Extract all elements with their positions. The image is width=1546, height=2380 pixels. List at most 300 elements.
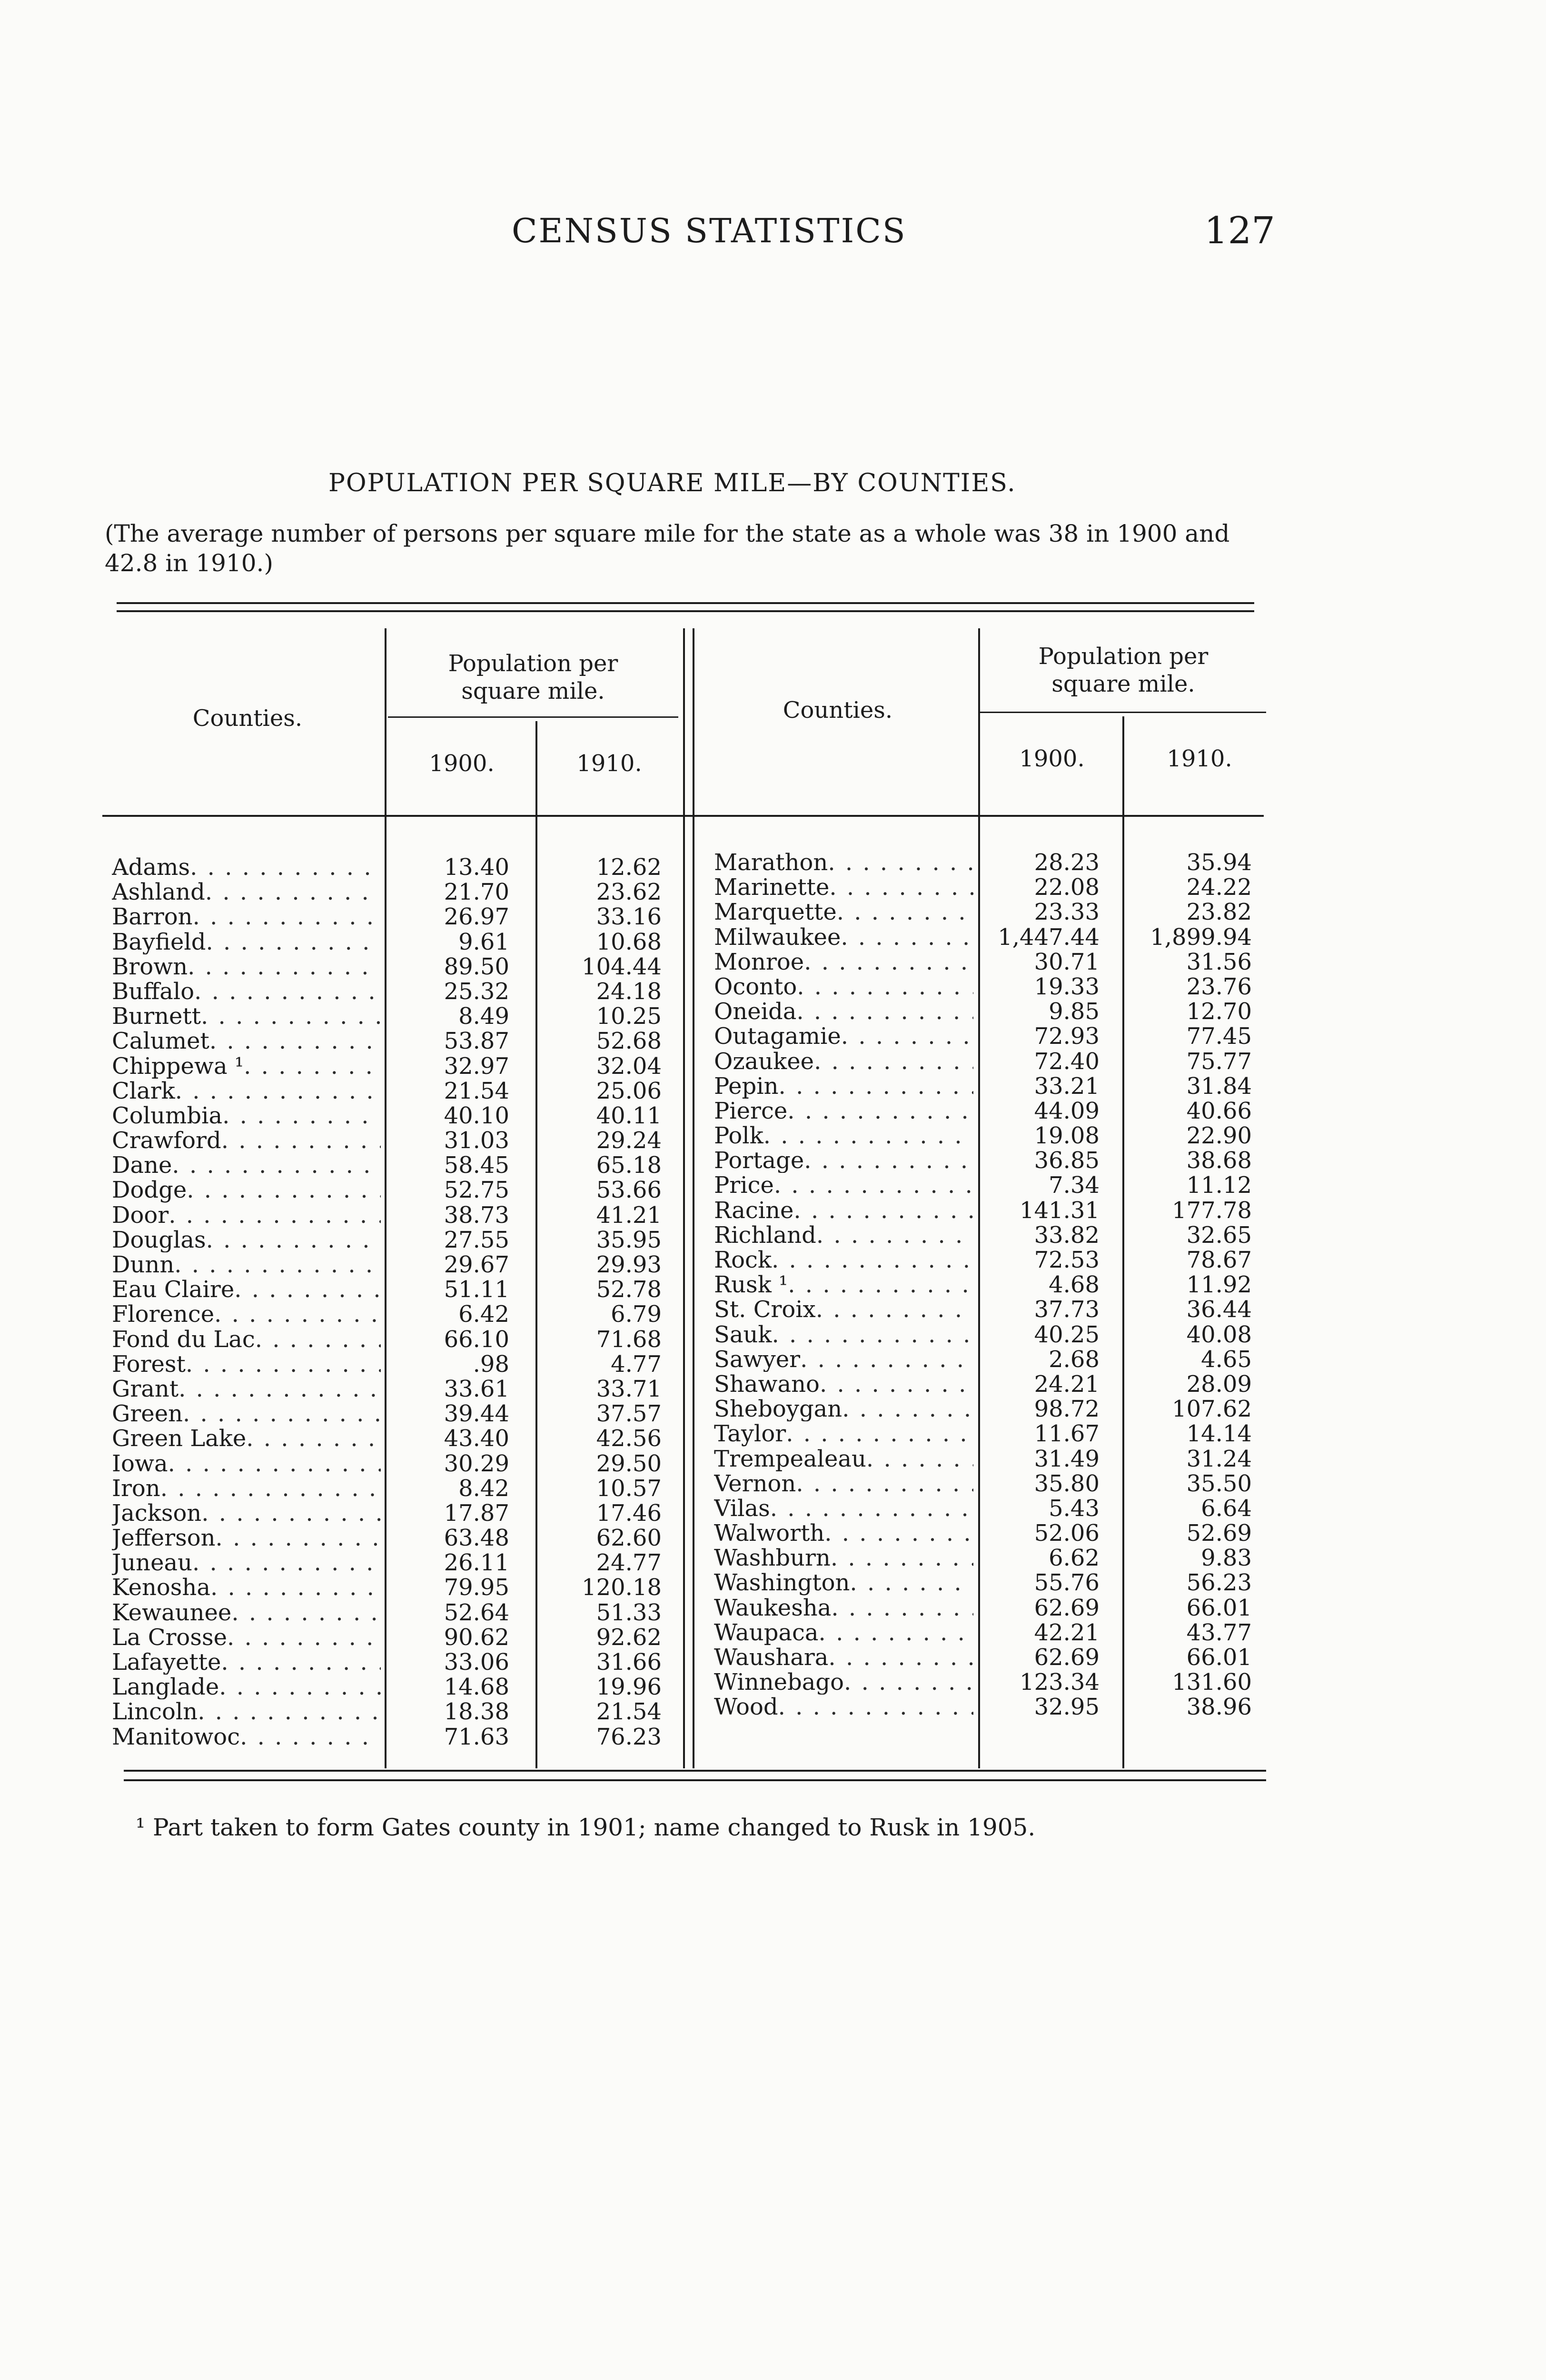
county-label: Polk xyxy=(714,1123,763,1149)
county-name xyxy=(112,1302,381,1327)
county-name xyxy=(112,1153,381,1178)
county-label: Oconto xyxy=(714,974,797,1000)
dot-leader xyxy=(774,1173,973,1198)
dot-leader xyxy=(778,1695,973,1719)
value-1900: 24.21 xyxy=(1034,1370,1100,1398)
value-1910: 65.18 xyxy=(596,1152,662,1179)
value-1910: 31.56 xyxy=(1186,948,1252,975)
county-name xyxy=(714,900,973,924)
county-name xyxy=(112,1103,381,1128)
county-label: Door xyxy=(112,1202,169,1228)
header-counties-right: Counties. xyxy=(783,697,893,724)
dot-leader xyxy=(255,1327,381,1352)
county-name xyxy=(112,1451,381,1476)
value-1910: 131.60 xyxy=(1172,1669,1252,1696)
header-1910-left: 1910. xyxy=(576,750,642,777)
dot-leader xyxy=(800,1347,973,1372)
dot-leader xyxy=(793,1198,973,1223)
value-1910: 6.79 xyxy=(611,1301,662,1328)
value-1910: 24.77 xyxy=(596,1549,662,1577)
county-label: Ozaukee xyxy=(714,1049,814,1074)
value-1910: 37.57 xyxy=(596,1400,662,1428)
left-1900-column xyxy=(395,855,509,1749)
county-label: Pepin xyxy=(714,1073,779,1099)
county-name xyxy=(714,1620,973,1645)
value-1910: 33.71 xyxy=(596,1375,662,1402)
value-1900: 36.85 xyxy=(1034,1147,1100,1174)
county-name xyxy=(714,1546,973,1570)
value-1910: 52.68 xyxy=(596,1028,662,1055)
value-1900: 18.38 xyxy=(444,1698,509,1726)
dot-leader xyxy=(198,1699,381,1724)
value-1910: 53.66 xyxy=(596,1177,662,1204)
county-name xyxy=(714,1322,973,1347)
value-1910: 24.22 xyxy=(1186,874,1252,901)
value-1910: 10.68 xyxy=(596,928,662,955)
county-label: Calumet xyxy=(112,1029,209,1054)
value-1900: 19.33 xyxy=(1034,973,1100,1000)
county-label: Jefferson xyxy=(112,1526,216,1551)
county-name xyxy=(112,954,381,979)
dot-leader xyxy=(244,1054,381,1079)
county-name xyxy=(112,1476,381,1501)
value-1900: 63.48 xyxy=(444,1525,509,1552)
county-label: Washington xyxy=(714,1570,850,1596)
value-1910: 36.44 xyxy=(1186,1296,1252,1323)
county-label: Jackson xyxy=(112,1500,202,1526)
dot-leader xyxy=(206,930,381,954)
subheader-rule-right xyxy=(978,712,1266,713)
county-label: Brown xyxy=(112,954,188,979)
dot-leader xyxy=(193,904,381,929)
dot-leader xyxy=(763,1123,973,1148)
value-1900: 33.21 xyxy=(1034,1072,1100,1100)
county-name xyxy=(714,1074,973,1099)
dot-leader xyxy=(797,974,973,999)
county-label: Green Lake xyxy=(112,1426,247,1451)
county-name xyxy=(112,1128,381,1153)
county-name xyxy=(112,1699,381,1724)
county-label: Douglas xyxy=(112,1227,206,1252)
value-1910: 1,899.94 xyxy=(1150,923,1252,951)
dot-leader xyxy=(186,1352,381,1377)
county-label: Barron xyxy=(112,904,193,930)
county-name xyxy=(714,1198,973,1223)
county-name xyxy=(112,1228,381,1252)
value-1910: 31.66 xyxy=(596,1649,662,1676)
right-1910-column xyxy=(1133,850,1252,1720)
value-1900: 90.62 xyxy=(444,1624,509,1651)
county-name xyxy=(714,1596,973,1620)
value-1900: 62.69 xyxy=(1034,1644,1100,1671)
bottom-rule xyxy=(124,1770,1266,1772)
header-counties-left: Counties. xyxy=(192,705,303,732)
dot-leader xyxy=(206,1228,381,1252)
value-1900: 141.31 xyxy=(1020,1197,1100,1224)
county-name xyxy=(112,1079,381,1103)
county-label: Washburn xyxy=(714,1546,831,1571)
value-1910: 76.23 xyxy=(596,1723,662,1750)
county-name xyxy=(112,1526,381,1550)
county-label: Kewaunee xyxy=(112,1600,232,1625)
value-1910: 21.54 xyxy=(596,1698,662,1726)
value-1910: 43.77 xyxy=(1186,1619,1252,1646)
dot-leader xyxy=(831,1546,973,1570)
county-name xyxy=(112,930,381,954)
value-1900: 72.40 xyxy=(1034,1048,1100,1075)
dot-leader xyxy=(788,1272,973,1297)
running-head xyxy=(0,205,1546,257)
county-label: Dunn xyxy=(112,1252,175,1278)
dot-leader xyxy=(174,1252,381,1277)
column-rule xyxy=(683,628,685,1768)
value-1910: 17.46 xyxy=(596,1499,662,1527)
county-label: Lafayette xyxy=(112,1650,221,1675)
value-1900: 14.68 xyxy=(444,1674,509,1701)
value-1900: 52.06 xyxy=(1034,1520,1100,1547)
value-1910: 71.68 xyxy=(596,1326,662,1353)
value-1900: 29.67 xyxy=(444,1251,509,1278)
dot-leader xyxy=(221,1650,381,1675)
county-name xyxy=(112,1178,381,1202)
county-label: Outagamie xyxy=(714,1024,841,1049)
county-name xyxy=(714,850,973,875)
value-1900: 123.34 xyxy=(1020,1669,1100,1696)
value-1900: 17.87 xyxy=(444,1499,509,1527)
county-name xyxy=(112,880,381,904)
county-name xyxy=(112,1203,381,1228)
value-1910: 23.82 xyxy=(1186,899,1252,926)
value-1900: 71.63 xyxy=(444,1723,509,1750)
value-1900: 1,447.44 xyxy=(998,923,1100,951)
value-1900: 40.10 xyxy=(444,1102,509,1129)
value-1910: 29.50 xyxy=(596,1450,662,1477)
value-1900: 9.61 xyxy=(458,928,509,955)
county-label: Florence xyxy=(112,1302,215,1327)
value-1900: 37.73 xyxy=(1034,1296,1100,1323)
value-1910: 92.62 xyxy=(596,1624,662,1651)
value-1910: 11.12 xyxy=(1186,1172,1252,1199)
dot-leader xyxy=(201,1501,381,1526)
header-title: CENSUS STATISTICS xyxy=(512,211,907,250)
county-name xyxy=(714,999,973,1024)
dot-leader xyxy=(222,1103,381,1128)
value-1910: 12.70 xyxy=(1186,998,1252,1025)
dot-leader xyxy=(787,1099,973,1123)
dot-leader xyxy=(214,1302,381,1327)
dot-leader xyxy=(168,1203,381,1228)
county-label: Wood xyxy=(714,1695,778,1720)
dot-leader xyxy=(804,1148,973,1173)
value-1910: 33.16 xyxy=(596,903,662,931)
dot-leader xyxy=(216,1526,381,1550)
dot-leader xyxy=(866,1447,973,1471)
county-name xyxy=(714,1372,973,1397)
county-name xyxy=(112,855,381,880)
county-name xyxy=(112,1501,381,1526)
county-label: Racine xyxy=(714,1198,794,1223)
dot-leader xyxy=(210,1575,381,1600)
value-1910: 14.14 xyxy=(1186,1420,1252,1448)
page-number: 127 xyxy=(1204,209,1275,252)
county-label: Rock xyxy=(714,1248,772,1273)
dot-leader xyxy=(772,1322,974,1347)
header-1910-right: 1910. xyxy=(1167,745,1232,772)
value-1910: 29.24 xyxy=(596,1127,662,1154)
county-name xyxy=(714,1695,973,1719)
right-county-column xyxy=(714,850,973,1720)
value-1900: 28.23 xyxy=(1034,849,1100,876)
dot-leader xyxy=(796,999,973,1024)
value-1910: 77.45 xyxy=(1186,1023,1252,1050)
value-1900: 44.09 xyxy=(1034,1097,1100,1124)
value-1900: 6.42 xyxy=(458,1301,509,1328)
value-1900: 51.11 xyxy=(444,1276,509,1303)
county-label: Sauk xyxy=(714,1322,772,1347)
dot-leader xyxy=(772,1248,973,1272)
dot-leader xyxy=(234,1277,381,1302)
value-1900: 39.44 xyxy=(444,1400,509,1428)
county-label: Walworth xyxy=(714,1521,825,1546)
value-1900: 98.72 xyxy=(1034,1396,1100,1423)
value-1910: 19.96 xyxy=(596,1674,662,1701)
county-label: Rusk ¹ xyxy=(714,1272,788,1298)
value-1900: 7.34 xyxy=(1049,1172,1100,1199)
county-label: Vilas xyxy=(714,1496,770,1521)
value-1900: 66.10 xyxy=(444,1326,509,1353)
value-1910: 10.57 xyxy=(596,1475,662,1502)
value-1910: 32.65 xyxy=(1186,1221,1252,1249)
dot-leader xyxy=(786,1421,973,1446)
value-1910: 107.62 xyxy=(1172,1396,1252,1423)
value-1900: 30.29 xyxy=(444,1450,509,1477)
dot-leader xyxy=(187,1178,381,1202)
value-1900: 8.49 xyxy=(458,1003,509,1030)
value-1910: 23.62 xyxy=(596,879,662,906)
county-label: Ashland xyxy=(112,880,205,905)
county-label: Clark xyxy=(112,1078,175,1103)
county-name xyxy=(714,1099,973,1123)
table-note: (The average number of persons per square mile for the state as a whole was 38 in 1900 and 42.8 in 1910.) xyxy=(105,520,1230,577)
column-rule xyxy=(1122,716,1124,1768)
dot-leader xyxy=(828,850,973,875)
value-1910: 12.62 xyxy=(596,854,662,881)
county-name xyxy=(714,1272,973,1297)
county-label: Dodge xyxy=(112,1178,187,1203)
county-name xyxy=(714,1223,973,1248)
value-1900: 72.93 xyxy=(1034,1023,1100,1050)
top-rule xyxy=(117,602,1254,604)
value-1910: 62.60 xyxy=(596,1525,662,1552)
dot-leader xyxy=(796,1471,973,1496)
dot-leader xyxy=(770,1496,973,1521)
value-1900: 52.64 xyxy=(444,1599,509,1626)
county-name xyxy=(714,950,973,974)
county-label: Waupaca xyxy=(714,1620,819,1645)
value-1910: 38.96 xyxy=(1186,1694,1252,1721)
value-1910: 9.83 xyxy=(1201,1545,1252,1572)
county-name xyxy=(112,1426,381,1451)
county-name xyxy=(112,1252,381,1277)
county-label: La Crosse xyxy=(112,1625,227,1650)
value-1900: 33.82 xyxy=(1034,1221,1100,1249)
value-1910: 40.08 xyxy=(1186,1321,1252,1348)
dot-leader xyxy=(178,1377,381,1401)
county-label: Shawano xyxy=(714,1371,820,1397)
county-label: Vernon xyxy=(714,1471,796,1496)
dot-leader xyxy=(188,954,381,979)
dot-leader xyxy=(160,1476,381,1501)
dot-leader xyxy=(820,1372,973,1397)
county-name xyxy=(112,1725,381,1749)
county-label: Fond du Lac xyxy=(112,1327,255,1352)
county-name xyxy=(112,1277,381,1302)
value-1900: 21.54 xyxy=(444,1077,509,1104)
dot-leader xyxy=(227,1625,381,1650)
value-1910: 4.65 xyxy=(1201,1346,1252,1373)
value-1910: 177.78 xyxy=(1172,1197,1252,1224)
value-1900: 5.43 xyxy=(1049,1495,1100,1522)
value-1900: 38.73 xyxy=(444,1201,509,1229)
value-1910: 23.76 xyxy=(1186,973,1252,1000)
column-rule xyxy=(693,628,694,1768)
county-name xyxy=(714,1148,973,1173)
county-label: Grant xyxy=(112,1376,179,1402)
dot-leader xyxy=(828,1645,973,1670)
value-1910: 6.64 xyxy=(1201,1495,1252,1522)
value-1900: 72.53 xyxy=(1034,1247,1100,1273)
county-name xyxy=(714,925,973,950)
county-name xyxy=(112,1625,381,1650)
value-1900: 43.40 xyxy=(444,1425,509,1452)
value-1910: 35.94 xyxy=(1186,849,1252,876)
value-1910: 32.04 xyxy=(596,1052,662,1080)
county-label: Iowa xyxy=(112,1451,168,1476)
county-label: Milwaukee xyxy=(714,924,841,950)
value-1900: 32.95 xyxy=(1034,1694,1100,1721)
value-1900: 42.21 xyxy=(1034,1619,1100,1646)
dot-leader xyxy=(205,880,381,904)
dot-leader xyxy=(172,1153,381,1178)
dot-leader xyxy=(829,875,973,900)
value-1910: 52.69 xyxy=(1186,1520,1252,1547)
county-name xyxy=(714,1670,973,1695)
dot-leader xyxy=(841,1024,973,1049)
county-label: Crawford xyxy=(112,1128,221,1153)
county-label: Winnebago xyxy=(714,1670,844,1695)
county-name xyxy=(112,1004,381,1029)
value-1900: 30.71 xyxy=(1034,948,1100,975)
value-1900: 31.49 xyxy=(1034,1445,1100,1472)
column-rule xyxy=(535,721,537,1768)
value-1900: .98 xyxy=(473,1350,509,1378)
value-1910: 75.77 xyxy=(1186,1048,1252,1075)
value-1900: 26.97 xyxy=(444,903,509,931)
county-label: Burnett xyxy=(112,1004,201,1029)
dot-leader xyxy=(819,1620,973,1645)
bottom-rule-2 xyxy=(124,1779,1266,1781)
county-name xyxy=(714,1471,973,1496)
value-1900: 52.75 xyxy=(444,1177,509,1204)
value-1900: 89.50 xyxy=(444,953,509,980)
county-label: Columbia xyxy=(112,1103,223,1129)
left-1910-column xyxy=(543,855,662,1749)
dot-leader xyxy=(844,1670,973,1695)
county-name xyxy=(112,1377,381,1401)
county-name xyxy=(112,979,381,1004)
value-1900: 9.85 xyxy=(1049,998,1100,1025)
value-1900: 55.76 xyxy=(1034,1569,1100,1597)
county-label: Waushara xyxy=(714,1645,829,1670)
county-name xyxy=(714,1248,973,1272)
value-1900: 6.62 xyxy=(1049,1545,1100,1572)
county-label: Kenosha xyxy=(112,1575,210,1600)
value-1910: 22.90 xyxy=(1186,1122,1252,1150)
value-1900: 26.11 xyxy=(444,1549,509,1577)
dot-leader xyxy=(804,950,973,974)
value-1910: 29.93 xyxy=(596,1251,662,1278)
county-label: Buffalo xyxy=(112,979,195,1004)
county-label: Waukesha xyxy=(714,1595,832,1620)
value-1900: 35.80 xyxy=(1034,1470,1100,1497)
dot-leader xyxy=(192,1550,381,1575)
dot-leader xyxy=(168,1451,381,1476)
value-1900: 40.25 xyxy=(1034,1321,1100,1348)
value-1900: 53.87 xyxy=(444,1028,509,1055)
value-1910: 42.56 xyxy=(596,1425,662,1452)
county-label: Eau Claire xyxy=(112,1277,235,1302)
subheader-rule-left xyxy=(388,716,678,718)
county-label: Pierce xyxy=(714,1098,788,1124)
county-name xyxy=(714,1570,973,1595)
value-1900: 22.08 xyxy=(1034,874,1100,901)
county-name xyxy=(714,1347,973,1372)
header-population-left: Population per square mile. xyxy=(448,650,618,704)
value-1910: 66.01 xyxy=(1186,1594,1252,1621)
county-label: Dane xyxy=(112,1153,172,1178)
county-label: Langlade xyxy=(112,1675,219,1700)
county-name xyxy=(714,1645,973,1670)
value-1910: 40.11 xyxy=(596,1102,662,1129)
value-1910: 10.25 xyxy=(596,1003,662,1030)
county-label: Taylor xyxy=(714,1421,786,1447)
county-name xyxy=(714,1521,973,1546)
value-1910: 40.66 xyxy=(1186,1097,1252,1124)
county-label: Marquette xyxy=(714,900,837,925)
county-label: Sawyer xyxy=(714,1347,801,1372)
value-1910: 38.68 xyxy=(1186,1147,1252,1174)
value-1910: 25.06 xyxy=(596,1077,662,1104)
value-1910: 24.18 xyxy=(596,978,662,1005)
value-1900: 23.33 xyxy=(1034,899,1100,926)
county-label: Adams xyxy=(112,855,190,880)
county-name xyxy=(714,1496,973,1521)
county-label: Marathon xyxy=(714,850,828,875)
county-label: Portage xyxy=(714,1148,804,1173)
value-1910: 104.44 xyxy=(582,953,662,980)
header-1900-left: 1900. xyxy=(429,750,495,777)
dot-leader xyxy=(824,1521,973,1546)
county-name xyxy=(112,904,381,929)
dot-leader xyxy=(183,1401,381,1426)
dot-leader xyxy=(190,855,381,880)
value-1910: 4.77 xyxy=(611,1350,662,1378)
value-1900: 2.68 xyxy=(1049,1346,1100,1373)
value-1900: 79.95 xyxy=(444,1574,509,1601)
county-name xyxy=(714,974,973,999)
county-label: Richland xyxy=(714,1222,816,1248)
value-1900: 11.67 xyxy=(1034,1420,1100,1448)
